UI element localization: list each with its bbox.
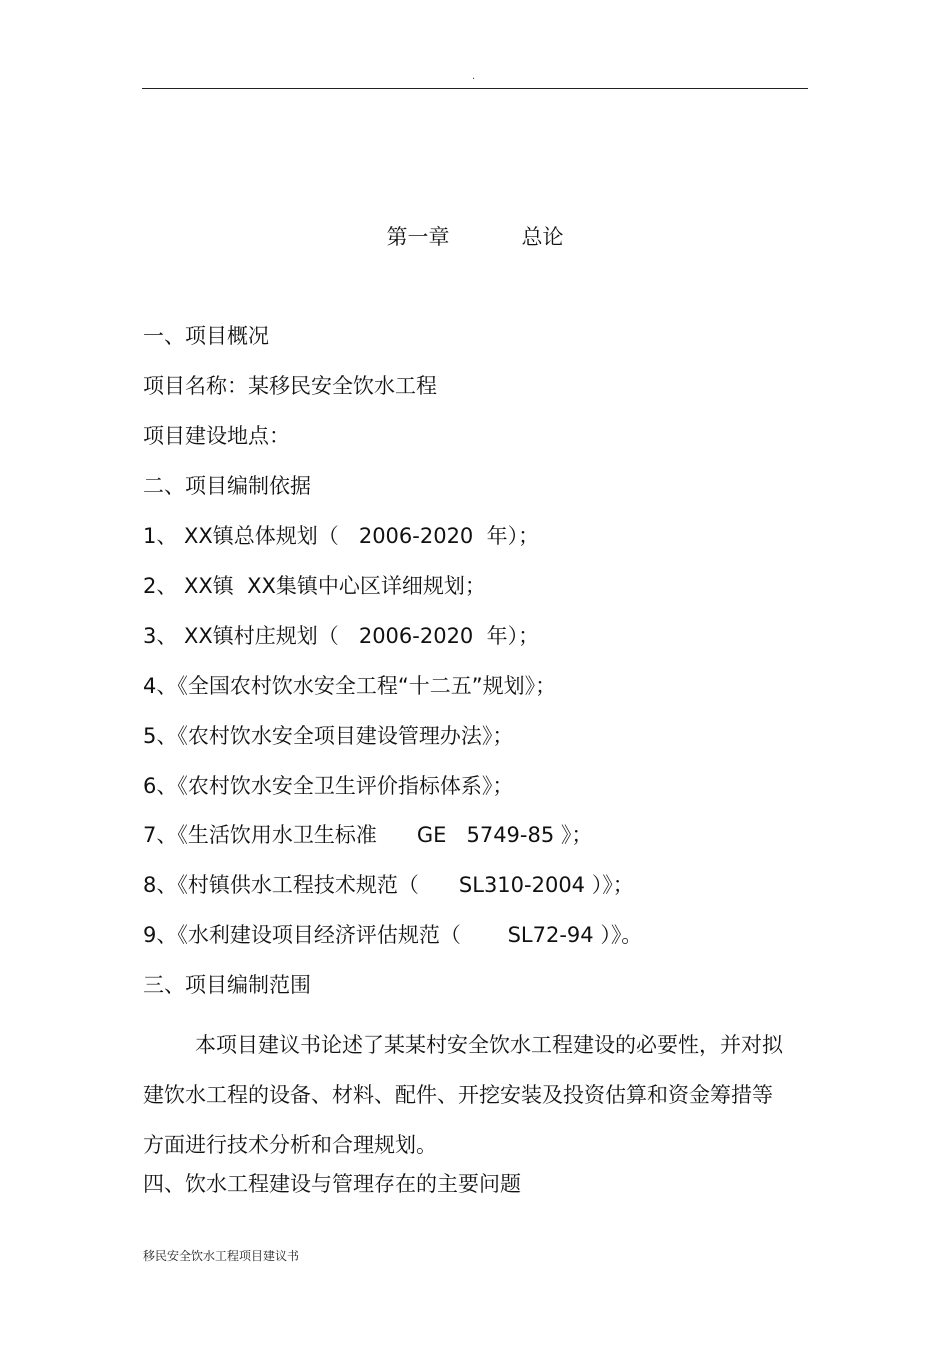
project-location: 项目建设地点：: [143, 424, 290, 448]
list-item: 9、《水利建设项目经济评估规范（ SL72-94 ）》。: [143, 923, 643, 947]
chapter-title: [0, 222, 950, 252]
list-item: 2、 XX镇 XX集镇中心区详细规划；: [143, 574, 486, 598]
project-name: 项目名称：某移民安全饮水工程: [143, 374, 437, 398]
chapter-name: 总论: [521, 225, 564, 249]
scope-paragraph: 本项目建议书论述了某某村安全饮水工程建设的必要性，并对拟建饮水工程的设备、材料、配件、开挖安装及投资估算和资金筹措等方面进行技术分析和合理规划。: [143, 1033, 783, 1157]
header-mark: .: [472, 71, 476, 82]
section-heading-problems: 四、饮水工程建设与管理存在的主要问题: [143, 1172, 521, 1196]
list-item: 5、《农村饮水安全项目建设管理办法》；: [143, 724, 514, 748]
chapter-number: 第一章: [386, 225, 450, 249]
list-item: 8、《村镇供水工程技术规范（ SL310-2004 ）》；: [143, 873, 634, 897]
section-heading-scope: 三、项目编制范围: [143, 973, 311, 997]
list-item: 4、《全国农村饮水安全工程“十二五”规划》；: [143, 674, 557, 698]
header-rule: [142, 88, 808, 89]
list-item: 7、《生活饮用水卫生标准 GE 5749-85 》；: [143, 823, 593, 847]
section-heading-basis: 二、项目编制依据: [143, 474, 311, 498]
list-item: 1、 XX镇总体规划（ 2006-2020 年）；: [143, 524, 540, 548]
list-item: 6、《农村饮水安全卫生评价指标体系》；: [143, 774, 514, 798]
page-footer: 移民安全饮水工程项目建议书: [143, 1249, 300, 1263]
section-heading-overview: 一、项目概况: [143, 324, 269, 348]
list-item: 3、 XX镇村庄规划（ 2006-2020 年）；: [143, 624, 540, 648]
